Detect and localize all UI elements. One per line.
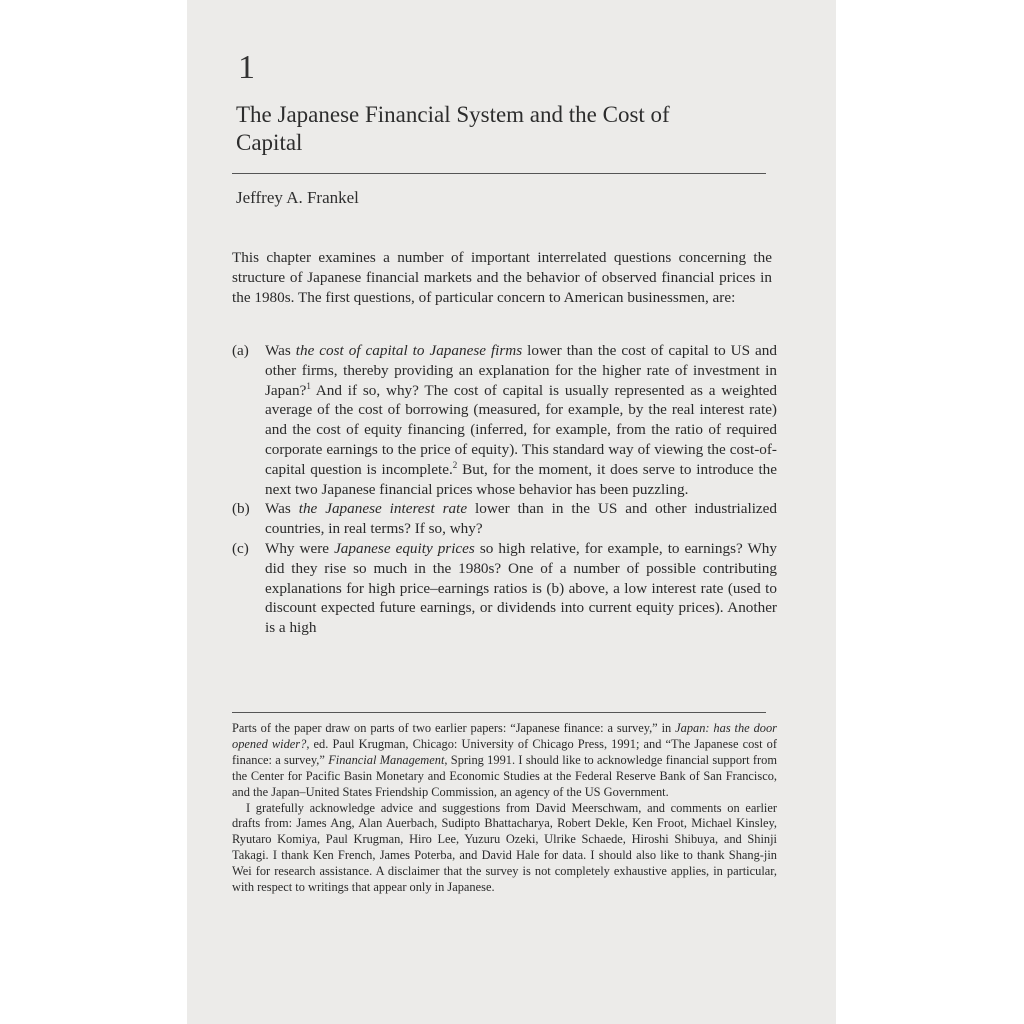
chapter-title: The Japanese Financial System and the Cost of Capital — [236, 102, 670, 155]
chapter-author: Jeffrey A. Frankel — [236, 188, 359, 207]
question-list — [232, 341, 777, 638]
question-item-a — [232, 341, 777, 499]
footnote-ref: 1 — [306, 380, 311, 391]
question-marker: (b) — [232, 500, 250, 518]
footnote — [232, 721, 777, 896]
question-marker: (a) — [232, 342, 249, 359]
book-title: Japan: has the door opened wider? — [232, 721, 777, 751]
question-text: Was the Japanese interest rate lower than in the US and other industrialized countries, in real terms? If so, why? — [265, 500, 777, 538]
question-marker: (c) — [232, 539, 249, 557]
emphasis: the cost of capital to Japanese firms — [295, 342, 523, 359]
emphasis: the Japanese interest rate — [298, 500, 468, 518]
book-page — [187, 0, 836, 1024]
journal-title: Financial Management — [328, 752, 445, 767]
footnote-rule — [232, 712, 766, 713]
emphasis: Japanese equity prices — [334, 539, 475, 557]
question-item-b — [232, 499, 777, 539]
title-rule — [232, 173, 766, 174]
footnote-paragraph: I gratefully acknowledge advice and suggestions from David Meerschwam, and comments on earlier drafts from: James Ang, Alan Auerbach, Sudipto Bhattacharya, Robert Dekle, Ken Froot, Michael Kinsley, Ryutaro Komiya, Paul Krugman, Hiro Lee, Yuzuru Ozeki, Ulrike Schaede, Hiroshi Shibuya, and Shinji Takagi. I thank Ken French, James Poterba, and David Hale for data. I should also like to thank Shang-jin Wei for research assistance. A disclaimer that the survey is not completely exhaustive applies, in particular, with respect to writings that appear only in Japanese. — [232, 800, 777, 895]
question-text: Was the cost of capital to Japanese firms lower than the cost of capital to US and other firms, thereby providing an explanation for the higher rate of investment in Japan?$^1$ And if so, why? The cost of capital is usually represented as a weighted average of the cost of borrowing (measured, for example, by the real interest rate) and the cost of equity financing (inferred, for example, from the ratio of required corporate earnings to the price of equity). This standard way of viewing the cost-of-capital question is incomplete.$^2$ But, for the moment, it does serve to introduce the next two Japanese financial prices whose behavior has been puzzling. — [265, 342, 777, 498]
footnote-paragraph: Parts of the paper draw on parts of two earlier papers: “Japanese finance: a survey,” in Japan: has the door opened wider?, ed. Paul Krugman, Chicago: University of Chicago Press, 1991; and “The Japanese cost of finance: a survey,” Financial Management, Spring 1991. I should like to acknowledge financial support from the Center for Pacific Basin Monetary and Economic Studies at the Federal Reserve Bank of San Francisco, and the Japan–United States Friendship Commission, an agency of the US Government. — [232, 721, 777, 799]
question-text: Why were Japanese equity prices so high relative, for example, to earnings? Why did they rise so much in the 1980s? One of a number of possible contributing explanations for high price–earnings ratios is (b) above, a low interest rate (used to discount expected future earnings, or dividends into current equity prices). Another is a high — [265, 539, 777, 637]
chapter-number: 1 — [238, 49, 255, 86]
intro-paragraph: This chapter examines a number of important interrelated questions concerning the structure of Japanese financial markets and the behavior of observed financial prices in the 1980s. The first questions, of particular concern to American businessmen, are: — [232, 249, 772, 306]
question-item-c — [232, 539, 777, 638]
footnote-ref: 2 — [452, 459, 458, 470]
